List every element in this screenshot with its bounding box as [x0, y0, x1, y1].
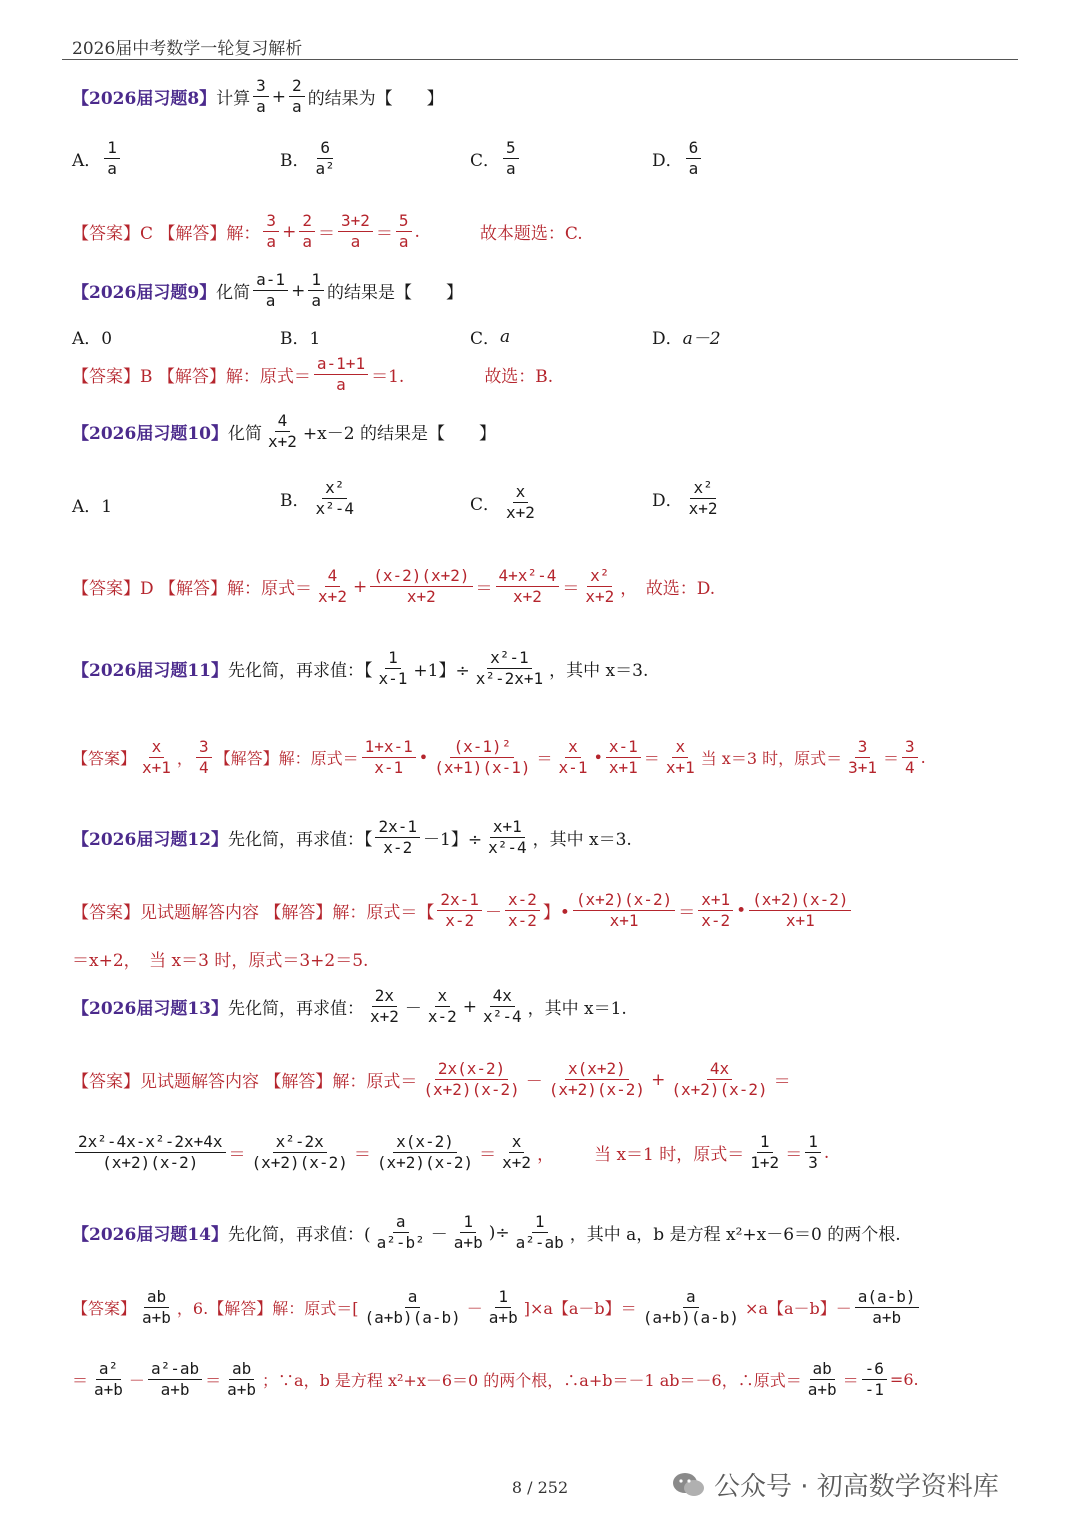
option-a: A．0 [72, 329, 113, 349]
option-d: D． x² x+2 [652, 478, 718, 518]
watermark [672, 1466, 999, 1503]
question-10: 【2026届习题10】 化简 4 x+2 +x－2 的结果是【 】 [72, 411, 496, 451]
watermark-text: 公众号 · 初高数学资料库 [714, 1472, 999, 1502]
text: 计算 [216, 89, 251, 109]
answer-13: 【答案】见试题解答内容 【解答】解：原式＝ 2x(x-2) (x+2)(x-2) － x(x+2) (x+2)(x-2) + $\frac{4x}{(x+2)(x-2)}$ ＝ [72, 1059, 791, 1099]
option-d: D． 6 a [652, 138, 704, 179]
question-9: 【2026届习题9】 化简 a-1 a + $\frac{1}{a}$ 的结果是【 】 [72, 270, 463, 310]
option-a: A． 1 a [72, 138, 123, 179]
op: + [271, 86, 287, 107]
question-14: 【2026届习题14】 先化简，再求值：( a a²-b² － 1 a+b )÷ $\frac{1}{\text{a²-ab}}$ ，其中 a，b 是方程 x²+x－6＝0 的两个根. [72, 1212, 901, 1252]
answer-10: 【答案】D 【解答】解：原式＝ 4 x+2 + $\frac{(x-2)(x+2)}{x+2}$ ＝ 4+x²-4 x+2 ＝ x² x+2 ， 故选：D. [72, 566, 716, 606]
option-d: D． a－2 [652, 329, 721, 349]
answer-9: 【答案】B 【解答】解：原式＝ a-1+1 a ＝1. 故选：B. [72, 354, 554, 394]
option-b: B． x² x²-4 [280, 478, 355, 518]
fraction: 3 a [253, 76, 269, 117]
text: 的结果为【 】 [307, 89, 444, 109]
question-12: 【2026届习题12】 先化简，再求值：【 2x-1 x-2 －1】÷ $\frac{x+1}{\text{x²-4}}$ ，其中 x＝3. [72, 817, 632, 857]
fraction: $\frac{2}{a}$ [289, 76, 305, 117]
question-8 [72, 76, 444, 117]
question-tag: 【2026届习题8】 [72, 89, 217, 109]
page-number: 8 / 252 [511, 1478, 569, 1497]
option-c: C． x x+2 [470, 482, 535, 522]
option-c: C． 5 a [470, 138, 522, 179]
option-a: A．1 [72, 497, 113, 517]
wechat-icon [672, 1471, 706, 1499]
page-header: 2026届中考数学一轮复习解析 [72, 39, 303, 59]
answer-12: 【答案】见试题解答内容 【解答】解：原式＝【 2x-1 x-2 － x-2 x-2 】• (x+2)(x-2) x+1 ＝ x+1 x-2 • (x+2)(x-2) x+1 [72, 890, 854, 931]
answer-14-line2: ＝ a² a+b － a²-ab a+b ＝ ab a+b ；∵a，b 是方程 x²+x－6＝0 的两个根，∴a+b＝－1 ab＝－6，∴原式＝ ab a+b ＝ $\frac{-6}{-1}$ =6. [72, 1359, 919, 1399]
answer-13-line2: 2x²-4x-x²-2x+4x (x+2)(x-2) ＝ x²-2x (x+2)(x-2) ＝ x(x-2) (x+2)(x-2) ＝ x x+2 ， 当 x＝1 时，原式＝ 1 1+2 ＝ 1 3 . [72, 1132, 829, 1173]
header-rule [62, 59, 1018, 60]
answer-8: 【答案】C 【解答】解： 3 a + $\frac{2}{a}$ ＝ 3+2 a ＝ 5 a . 故本题选：C. [72, 211, 583, 251]
option-c: C． a [470, 326, 511, 349]
answer-11: 【答案】 x x+1 ， 3 4 【解答】解：原式＝ 1+x-1 x-1 • (x-1)² (x+1)(x-1) ＝ x x-1 • x-1 x+1 ＝ x x+1 当 x＝3 时，原式＝ 3 3+1 ＝ 3 4 . [72, 737, 926, 777]
option-b: B． 6 a² [280, 138, 335, 178]
question-13: 【2026届习题13】 先化简，再求值： 2x x+2 － x x-2 + $\frac{4x}{\text{x²-4}}$ ，其中 x＝1. [72, 986, 627, 1026]
question-11: 【2026届习题11】 先化简，再求值：【 1 x-1 +1】÷ $\frac{\text{x²-1}}{\text{x²-2x+1}}$ ，其中 x＝3. [72, 648, 649, 688]
answer-14: 【答案】 ab a+b ，6. 【解答】解：原式＝[ a (a+b)(a-b) － 1 a+b ]×a【a－b】＝ $\frac{a}{(a+b)(a-b)}$ ×a【a－b】－ a(a-b) a+b [72, 1287, 922, 1328]
option-b: B．1 [280, 329, 321, 349]
answer-12-line2: ＝x+2， 当 x＝3 时，原式＝3+2＝5. [72, 951, 369, 971]
